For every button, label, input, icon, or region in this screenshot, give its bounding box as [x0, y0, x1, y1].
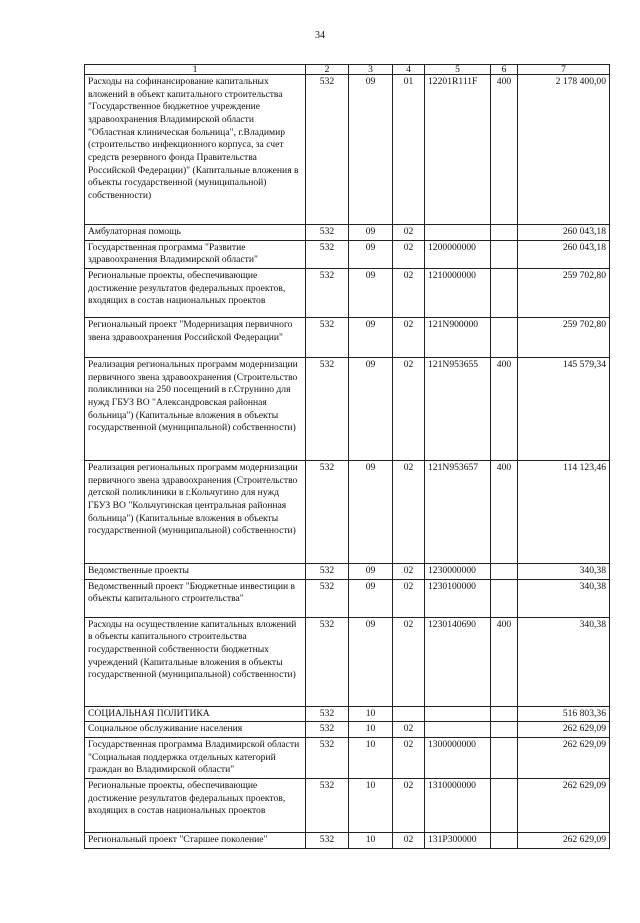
- row-sum: 340,38: [518, 579, 610, 617]
- row-ved: 532: [306, 832, 349, 848]
- row-pr: 02: [393, 357, 425, 460]
- row-vr: [491, 225, 518, 241]
- row-name: Региональный проект "Модернизация первичного звена здравоохранения Российской Федерации": [85, 317, 306, 357]
- table-row: [85, 737, 610, 778]
- budget-table: [84, 64, 610, 849]
- row-ved: 532: [306, 722, 349, 738]
- row-rz: 09: [349, 225, 393, 241]
- row-sum: 516 803,36: [518, 706, 610, 722]
- row-rz: 09: [349, 563, 393, 579]
- row-ved: 532: [306, 357, 349, 460]
- row-rz: 09: [349, 579, 393, 617]
- row-rz: 10: [349, 722, 393, 738]
- row-pr: 02: [393, 563, 425, 579]
- row-vr: [491, 268, 518, 317]
- row-cs: [425, 706, 491, 722]
- column-header: 1: [85, 65, 306, 75]
- column-header: 5: [425, 65, 491, 75]
- row-cs: 1230140690: [425, 617, 491, 706]
- row-rz: 09: [349, 240, 393, 268]
- table-row: [85, 563, 610, 579]
- row-rz: 09: [349, 268, 393, 317]
- row-name: Региональные проекты, обеспечивающие достижение результатов федеральных проектов, входящих в состав национальных проектов: [85, 268, 306, 317]
- row-sum: 340,38: [518, 563, 610, 579]
- row-pr: 01: [393, 75, 425, 225]
- row-cs: 1200000000: [425, 240, 491, 268]
- table-row: [85, 617, 610, 706]
- row-vr: 400: [491, 357, 518, 460]
- row-sum: 260 043,18: [518, 225, 610, 241]
- row-ved: 532: [306, 240, 349, 268]
- row-cs: 1210000000: [425, 268, 491, 317]
- row-ved: 532: [306, 617, 349, 706]
- row-vr: [491, 240, 518, 268]
- row-sum: 262 629,09: [518, 737, 610, 778]
- row-name: Региональные проекты, обеспечивающие достижение результатов федеральных проектов, входящих в состав национальных проектов: [85, 778, 306, 832]
- row-rz: 09: [349, 75, 393, 225]
- row-name: Амбулаторная помощь: [85, 225, 306, 241]
- row-rz: 09: [349, 460, 393, 563]
- column-header: 4: [393, 65, 425, 75]
- row-ved: 532: [306, 737, 349, 778]
- row-vr: 400: [491, 460, 518, 563]
- row-rz: 09: [349, 617, 393, 706]
- row-vr: [491, 579, 518, 617]
- row-vr: [491, 722, 518, 738]
- row-sum: 2 178 400,00: [518, 75, 610, 225]
- row-ved: 532: [306, 460, 349, 563]
- row-ved: 532: [306, 317, 349, 357]
- table-row: [85, 357, 610, 460]
- row-name: Ведомственные проекты: [85, 563, 306, 579]
- row-ved: 532: [306, 579, 349, 617]
- row-ved: 532: [306, 225, 349, 241]
- table-row: [85, 268, 610, 317]
- row-sum: 114 123,46: [518, 460, 610, 563]
- table-row: [85, 460, 610, 563]
- row-vr: [491, 317, 518, 357]
- row-cs: 1310000000: [425, 778, 491, 832]
- row-name: Расходы на осуществление капитальных вложений в объекты капитального строительства государственной собственности бюджетных учреждений (Капитальные вложения в объекты государственной (муниципальной) собственности): [85, 617, 306, 706]
- row-cs: 1230000000: [425, 563, 491, 579]
- row-pr: 02: [393, 617, 425, 706]
- row-cs: 1300000000: [425, 737, 491, 778]
- row-cs: 121N953657: [425, 460, 491, 563]
- row-ved: 532: [306, 563, 349, 579]
- row-name: Государственная программа "Развитие здравоохранения Владимирской области": [85, 240, 306, 268]
- row-vr: [491, 563, 518, 579]
- row-sum: 145 579,34: [518, 357, 610, 460]
- row-pr: 02: [393, 460, 425, 563]
- table-row: [85, 75, 610, 225]
- table-row: [85, 225, 610, 241]
- row-cs: 121N900000: [425, 317, 491, 357]
- row-cs: [425, 722, 491, 738]
- row-vr: 400: [491, 75, 518, 225]
- column-header: 2: [306, 65, 349, 75]
- row-sum: 340,38: [518, 617, 610, 706]
- row-name: Социальное обслуживание населения: [85, 722, 306, 738]
- row-sum: 262 629,09: [518, 778, 610, 832]
- row-ved: 532: [306, 268, 349, 317]
- table-row: [85, 317, 610, 357]
- row-name: Реализация региональных программ модернизации первичного звена здравоохранения (Строительство детской поликлиники в г.Кольчугино для нужд ГБУЗ ВО "Кольчугинская центральная районная больница") (Капитальные вложения в объекты государственной (муниципальной) собственности): [85, 460, 306, 563]
- row-name: Ведомственный проект "Бюджетные инвестиции в объекты капитального строительства": [85, 579, 306, 617]
- column-header: 6: [491, 65, 518, 75]
- row-sum: 260 043,18: [518, 240, 610, 268]
- row-cs: 121N953655: [425, 357, 491, 460]
- row-rz: 10: [349, 778, 393, 832]
- row-rz: 09: [349, 357, 393, 460]
- row-pr: 02: [393, 778, 425, 832]
- table-row: [85, 240, 610, 268]
- page-number: 34: [315, 30, 325, 41]
- row-name: Расходы на софинансирование капитальных вложений в объект капитального строительства "Государственное бюджетное учреждение здравоохранения Владимирской области "Областная клиническая больница", г.Владимир (строительство инфекционного корпуса, за счет средств резервного фонда Правительства Российской Федерации)" (Капитальные вложения в объекты государственной (муниципальной) собственности): [85, 75, 306, 225]
- row-pr: 02: [393, 268, 425, 317]
- row-name: СОЦИАЛЬНАЯ ПОЛИТИКА: [85, 706, 306, 722]
- column-header-row: [85, 65, 610, 75]
- row-sum: 259 702,80: [518, 268, 610, 317]
- row-name: Реализация региональных программ модернизации первичного звена здравоохранения (Строительство поликлиники на 250 посещений в г.Струнино для нужд ГБУЗ ВО "Александровская районная больница") (Капитальные вложения в объекты государственной (муниципальной) собственности): [85, 357, 306, 460]
- table-row: [85, 579, 610, 617]
- row-pr: 02: [393, 225, 425, 241]
- row-pr: 02: [393, 579, 425, 617]
- row-vr: 400: [491, 617, 518, 706]
- row-sum: 262 629,09: [518, 832, 610, 848]
- row-vr: [491, 778, 518, 832]
- row-pr: 02: [393, 832, 425, 848]
- row-cs: 1230100000: [425, 579, 491, 617]
- row-vr: [491, 832, 518, 848]
- row-name: Государственная программа Владимирской области "Социальная поддержка отдельных категорий граждан во Владимирской области": [85, 737, 306, 778]
- table-row: [85, 706, 610, 722]
- table-row: [85, 722, 610, 738]
- row-pr: 02: [393, 317, 425, 357]
- row-pr: 02: [393, 737, 425, 778]
- column-header: 7: [518, 65, 610, 75]
- row-ved: 532: [306, 706, 349, 722]
- row-rz: 10: [349, 832, 393, 848]
- row-cs: 131P300000: [425, 832, 491, 848]
- row-vr: [491, 706, 518, 722]
- table-row: [85, 778, 610, 832]
- row-ved: 532: [306, 75, 349, 225]
- column-header: 3: [349, 65, 393, 75]
- row-rz: 10: [349, 706, 393, 722]
- row-pr: [393, 706, 425, 722]
- table-row: [85, 832, 610, 848]
- row-pr: 02: [393, 240, 425, 268]
- row-vr: [491, 737, 518, 778]
- row-name: Региональный проект "Старшее поколение": [85, 832, 306, 848]
- row-cs: 12201R111F: [425, 75, 491, 225]
- row-sum: 262 629,09: [518, 722, 610, 738]
- row-ved: 532: [306, 778, 349, 832]
- row-sum: 259 702,80: [518, 317, 610, 357]
- row-rz: 10: [349, 737, 393, 778]
- row-rz: 09: [349, 317, 393, 357]
- row-pr: 02: [393, 722, 425, 738]
- row-cs: [425, 225, 491, 241]
